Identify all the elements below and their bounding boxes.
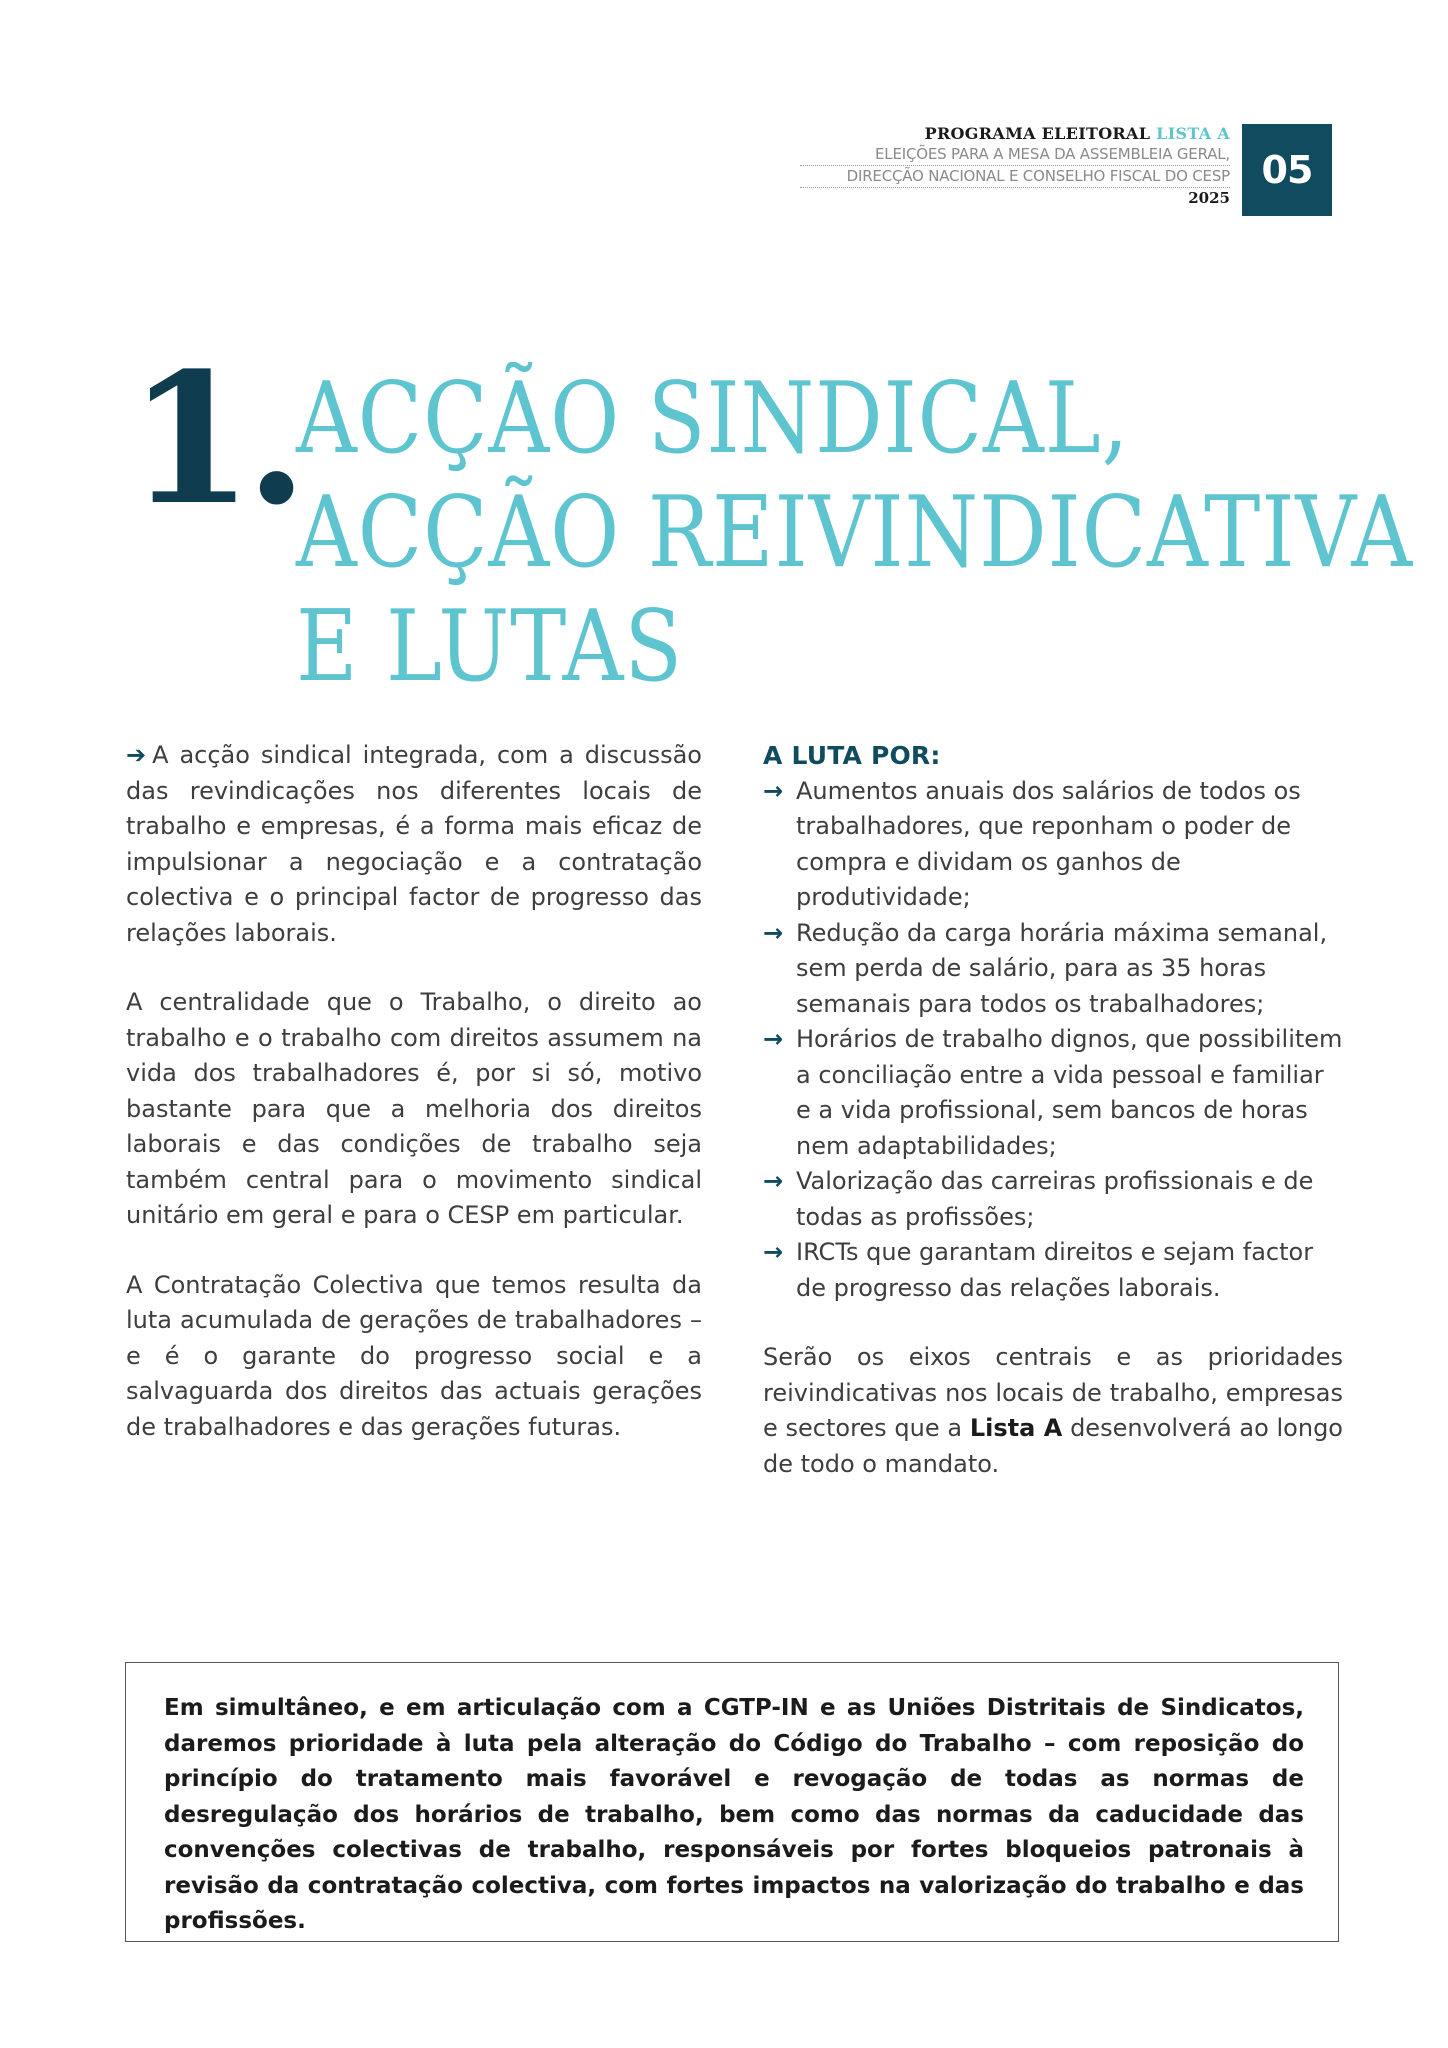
list-item-text: Valorização das carreiras profissionais e de todas as profissões; <box>796 1167 1314 1231</box>
list-item-text: IRCTs que garantam direitos e sejam factor de progresso das relações laborais. <box>796 1238 1314 1302</box>
arrow-bullet-icon: → <box>763 1167 784 1195</box>
luta-list <box>763 774 1343 1307</box>
arrow-bullet-icon: → <box>763 1238 784 1266</box>
list-item <box>763 1164 1343 1235</box>
closing-text-after: desenvolverá ao longo de todo o mandato. <box>763 1414 1343 1478</box>
section-title-line: ACÇÃO REIVINDICATIVA <box>296 476 1414 590</box>
list-item-text: Redução da carga horária máxima semanal, sem perda de salário, para as 35 horas semanais para todos os trabalhadores; <box>796 918 1328 1018</box>
list-item-text: Horários de trabalho dignos, que possibilitem a conciliação entre a vida pessoal e familiar e a vida profissional, sem bancos de horas nem adaptabilidades; <box>796 1025 1343 1160</box>
page-header <box>800 124 1332 216</box>
header-subtitle-line1: ELEIÇÕES PARA A MESA DA ASSEMBLEIA GERAL, <box>800 144 1230 166</box>
luta-heading: A LUTA POR: <box>763 741 941 770</box>
highlight-box-text: Em simultâneo, e em articulação com a CGTP-IN e as Uniões Distritais de Sindicatos, daremos prioridade à luta pela alteração do Código do Trabalho – com reposição do princípio do tratamento mais favorável e revogação de todas as normas de desregulação dos horários de trabalho, bem como das normas da caducidade das convenções colectivas de trabalho, responsáveis por fortes bloqueios patronais à revisão da contratação colectiva, com fortes impactos na valorização do trabalho e das profissões. <box>164 1695 1304 1934</box>
section-number: 1. <box>128 334 300 545</box>
section-title-line: ACÇÃO SINDICAL, <box>296 362 1130 476</box>
right-column <box>763 738 1343 1516</box>
list-item <box>763 916 1343 1023</box>
highlight-box <box>125 1662 1339 1942</box>
program-label: PROGRAMA ELEITORAL <box>924 124 1151 143</box>
left-column <box>126 738 702 1479</box>
section-title-line: E LUTAS <box>296 590 683 704</box>
list-item <box>763 1235 1343 1306</box>
section-title <box>296 362 1414 704</box>
list-item-text: Aumentos anuais dos salários de todos os trabalhadores, que reponham o poder de compra e dividam os ganhos de produtividade; <box>796 776 1301 911</box>
header-subtitle-line2: DIRECÇÃO NACIONAL E CONSELHO FISCAL DO CESP <box>800 166 1230 188</box>
list-item <box>763 774 1343 916</box>
page-number: 05 <box>1261 148 1313 192</box>
list-label: LISTA A <box>1156 124 1230 143</box>
header-text-block <box>800 124 1242 216</box>
paragraph: A Contratação Colectiva que temos resulta da luta acumulada de gerações de trabalhadores – e é o garante do progresso social e a salvaguarda dos direitos das actuais gerações de trabalhadores e das gerações futuras. <box>126 1270 702 1441</box>
header-year: 2025 <box>1188 189 1230 207</box>
program-title <box>800 124 1230 144</box>
closing-paragraph <box>763 1340 1343 1482</box>
arrow-bullet-icon: → <box>763 776 784 805</box>
arrow-right-icon: ➔ <box>126 741 147 769</box>
paragraph-text: A acção sindical integrada, com a discussão das revindicações nos diferentes locais de trabalho e empresas, é a forma mais eficaz de impulsionar a negociação e a contratação colectiva e o principal factor de progresso das relações laborais. <box>126 741 702 947</box>
list-item <box>763 1022 1343 1164</box>
arrow-bullet-icon: → <box>763 918 784 947</box>
closing-text-before: Serão os eixos centrais e as prioridades reivindicativas nos locais de trabalho, empresas e sectores que a <box>763 1343 1343 1442</box>
closing-list-name: Lista A <box>969 1414 1063 1442</box>
paragraph <box>126 738 702 951</box>
arrow-bullet-icon: → <box>763 1025 784 1053</box>
paragraph: A centralidade que o Trabalho, o direito ao trabalho e o trabalho com direitos assumem na vida dos trabalhadores é, por si só, motivo bastante para que a melhoria dos direitos laborais e das condições de trabalho seja também central para o movimento sindical unitário em geral e para o CESP em particular. <box>126 988 702 1229</box>
page-number-badge <box>1242 124 1332 216</box>
